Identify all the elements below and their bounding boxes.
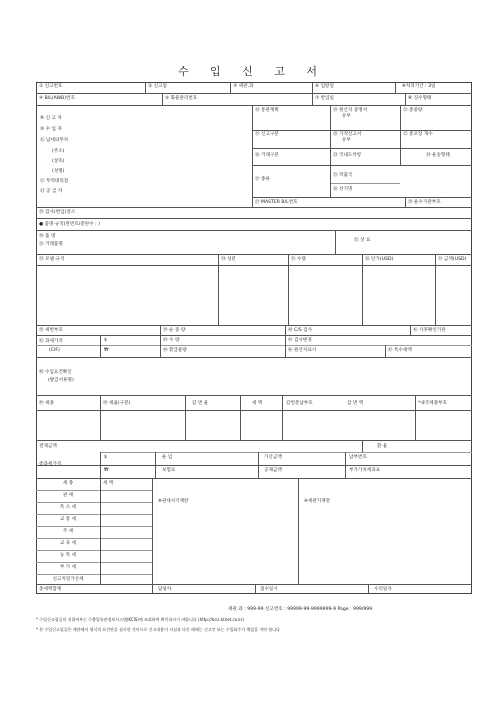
field-refund-quantity: ㊹ 환급물량 <box>163 348 187 353</box>
field-processing-period: ※처리기간 : 3일 <box>402 84 436 89</box>
rule <box>36 574 152 575</box>
tax-education: 교 육 세 <box>59 541 77 546</box>
field-package-count: ㉒ 총포장 개수 <box>403 132 433 137</box>
field-origin-certificate: ⑲ 원산지 증명서 <box>333 108 368 113</box>
rule <box>36 265 472 266</box>
note-customs-office: ※세관기재란 <box>304 499 331 504</box>
rule <box>362 440 363 452</box>
rule <box>362 254 363 325</box>
document-title: 수 입 신 고 서 <box>177 65 327 78</box>
field-payment-amount: 결제금액 <box>39 444 57 449</box>
field-receipt-time: 접수일시 <box>260 587 278 592</box>
rule <box>395 82 396 93</box>
rule <box>36 465 472 466</box>
rule <box>155 452 156 478</box>
currency-usd: $ <box>104 338 107 343</box>
field-total-taxable-price: 총과세가격 <box>39 462 62 467</box>
field-post-check-agency: ㊶ 사후확인기관 <box>413 328 446 333</box>
rule <box>100 478 101 584</box>
field-cs-inspection: ㊵ C/S 검사 <box>288 328 313 333</box>
party-declarant: ⑨ 신 고 자 <box>40 116 62 121</box>
field-total-tax: 총세액합계 <box>39 587 62 592</box>
field-officer: 담당자 <box>158 587 172 592</box>
rule <box>288 254 289 325</box>
rule <box>100 335 101 357</box>
rule <box>36 345 472 346</box>
rule <box>282 395 283 440</box>
rule <box>36 410 472 411</box>
field-trade-name: ㉛ 거래품명 <box>39 242 63 247</box>
field-kind: ⑰ 종류 <box>255 177 270 182</box>
rule <box>152 584 153 594</box>
col-amount: ㊲ 금액(USD) <box>438 257 467 262</box>
rule <box>36 395 472 396</box>
field-carrier-code: ㉘ 운수기관부호 <box>408 200 441 205</box>
field-deducted-amount: 공제금액 <box>264 468 282 473</box>
field-goods-name: ㉚ 품 명 <box>39 234 56 239</box>
rule <box>258 452 259 478</box>
rule <box>36 335 472 336</box>
currency-usd-2: $ <box>104 455 107 460</box>
note-customs-broker: ※관세사기재란 <box>158 499 189 504</box>
rule <box>185 395 186 440</box>
field-quantity: ㊸ 수 량 <box>163 338 180 343</box>
field-arrival-port: ㉓ 국내도착항 <box>333 153 362 158</box>
field-price-declaration-sub: 유무 <box>342 138 351 143</box>
field-declaration-date: ② 신고일 <box>148 84 167 89</box>
col-quantity: ㉟ 수량 <box>291 257 306 262</box>
field-added-amount: 가산금액 <box>264 455 282 460</box>
rule <box>36 230 472 231</box>
col-tax-amount: 세 액 <box>252 401 263 406</box>
col-internal-tax-code: *내국세종부호 <box>418 401 447 406</box>
field-declaration-type: ⑮ 신고구분 <box>255 132 279 137</box>
col-unit-price: ㊱ 단가(USD) <box>365 257 394 262</box>
party-company: (상호) <box>52 159 65 164</box>
rule <box>36 490 152 491</box>
rule <box>36 562 152 563</box>
rule <box>36 93 472 94</box>
tax-transportation: 교 통 세 <box>59 517 77 522</box>
rule <box>36 550 152 551</box>
field-special-tax: ㊼ 특수세액 <box>388 348 412 353</box>
rule <box>298 478 299 584</box>
field-net-weight: ㊴ 순 중 량 <box>163 328 186 333</box>
rule <box>240 395 241 440</box>
rule <box>36 502 152 503</box>
field-acceptance-date: 수리일자 <box>374 587 392 592</box>
field-issued-documents: (발급서류명) <box>48 378 74 383</box>
rule <box>435 254 436 325</box>
rule <box>100 452 101 478</box>
field-cargo-number: ⑤ 화물관리번호 <box>165 96 198 101</box>
currency-won-2: ₩ <box>104 468 109 473</box>
party-address: (주소) <box>52 149 65 154</box>
rule <box>152 478 153 584</box>
rule <box>368 584 369 594</box>
rule <box>36 218 472 219</box>
tax-rural-special: 농 특 세 <box>59 553 77 558</box>
field-gross-weight: ㉑ 총중량 <box>403 108 423 113</box>
col-tax-list-amount: 세 액 <box>103 481 114 486</box>
rule <box>252 197 472 198</box>
field-price-declaration: ⑳ 가격신고서 <box>333 132 362 137</box>
field-customs-office: ③ 세관.과 <box>233 84 254 89</box>
field-master-bl: ㉗ MASTER B/L번호 <box>255 200 298 205</box>
field-collection-type: ⑧ 징수형태 <box>408 96 432 101</box>
field-export-country: ㉕ 적출국 <box>333 173 353 178</box>
party-importer: ⑩ 수 입 자 <box>40 127 62 132</box>
tax-late-penalty: 신고지연가산세 <box>52 577 84 582</box>
rule <box>36 254 472 255</box>
field-insurance: 보험료 <box>162 468 176 473</box>
col-tax-rate: ㊿ 세율(구분) <box>103 401 131 406</box>
field-origin-marking: ㊻ 원산지표시 <box>288 348 317 353</box>
rule <box>36 584 472 585</box>
rule <box>252 165 472 166</box>
rule <box>345 452 346 478</box>
rule <box>255 584 256 594</box>
field-brand: ㉜ 상 표 <box>354 238 371 243</box>
rule <box>330 183 400 184</box>
rule <box>330 105 331 197</box>
tax-vat: 부 가 세 <box>59 565 77 570</box>
party-taxpayer: ⑪ 납세의무자 <box>40 138 69 143</box>
field-freight: 운 임 <box>162 455 173 460</box>
field-transport-mode: ㉔ 운송형태 <box>426 153 450 158</box>
rule <box>252 148 472 149</box>
field-exchange-rate: 환 율 <box>377 444 388 449</box>
field-hs-code: ㊳ 세번부호 <box>39 328 63 333</box>
field-carry-in-date: ⑦ 반입일 <box>315 96 334 101</box>
rule <box>36 538 152 539</box>
col-tax-list-kind: 세 종 <box>62 481 74 486</box>
tax-customs: 관 세 <box>62 493 74 498</box>
footer-note-verify: * 수입신고필증의 진위여부는 수출입통관정보시스템(KCIS)에 조회하여 확인하시기 바랍니다 (http://kcis.ktnet.co.kr) <box>36 617 244 622</box>
field-vat-base: 부가가치세과표 <box>349 468 381 473</box>
rule <box>335 230 336 254</box>
party-name: (성명) <box>52 169 65 174</box>
rule <box>36 440 472 441</box>
tax-special-consumption: 특 소 세 <box>59 505 77 510</box>
col-model-spec: ㉝ 모델·규격 <box>39 257 65 262</box>
footer-reference: 세관.과 : 999-99 신고번호 : 99999-99-9999999-9 Page : 999/999 <box>228 607 373 612</box>
field-inspection-place: ㉙ 검사(반입)장소 <box>39 210 76 215</box>
rule <box>36 207 472 208</box>
field-origin-certificate-sub: 유무 <box>342 114 351 119</box>
col-component: ㉞ 성분 <box>221 257 236 262</box>
rule <box>36 526 152 527</box>
rule <box>36 325 472 326</box>
party-trade-agent: ⑫ 무역대리점 <box>40 179 69 184</box>
rule <box>36 514 152 515</box>
field-clearance-plan: ⑭ 통관계획 <box>255 108 279 113</box>
col-tax-kind: ㊾ 세종 <box>39 401 54 406</box>
field-arrival-date: ⑥ 입항일 <box>315 84 334 89</box>
field-declaration-number: ① 신고번호 <box>39 84 63 89</box>
item-header: ● 품명·규격(란번호/총란수 : ) <box>39 222 100 227</box>
party-supplier: ⑬ 공 급 자 <box>40 189 63 194</box>
field-inspection-change: ㊺ 검사변경 <box>288 338 312 343</box>
rule <box>36 105 472 106</box>
footer-note-liability: * 본 수입신고필증은 세관에서 형식적 요건만을 심사한 것이므로 신고내용이 사실과 다른 때에는 신고인 또는 수입화주가 책임을 져야 합니다 <box>36 627 280 632</box>
rule <box>218 254 219 325</box>
field-bl-number: ④ B/L(AWB)번호 <box>39 96 75 101</box>
rule <box>36 357 472 358</box>
rule <box>36 478 472 479</box>
field-vessel-name: ㉖ 선기명 <box>333 187 353 192</box>
tax-liquor: 주 세 <box>62 529 74 534</box>
field-transaction-type: ⑯ 거래구분 <box>255 153 279 158</box>
field-payment-number: 납부번호 <box>349 455 367 460</box>
field-import-requirement: ㊽ 수입요건확인 <box>39 370 72 375</box>
field-cif-label: (CIF) <box>49 348 60 353</box>
currency-won: ₩ <box>104 348 109 353</box>
col-reduction-amount: 감 면 액 <box>347 401 364 406</box>
col-reduction-rate: 감 면 율 <box>192 401 209 406</box>
field-taxable-price: ㊷ 과세가격 <box>39 339 63 344</box>
col-reduction-code: 감면분납부호 <box>286 401 313 406</box>
